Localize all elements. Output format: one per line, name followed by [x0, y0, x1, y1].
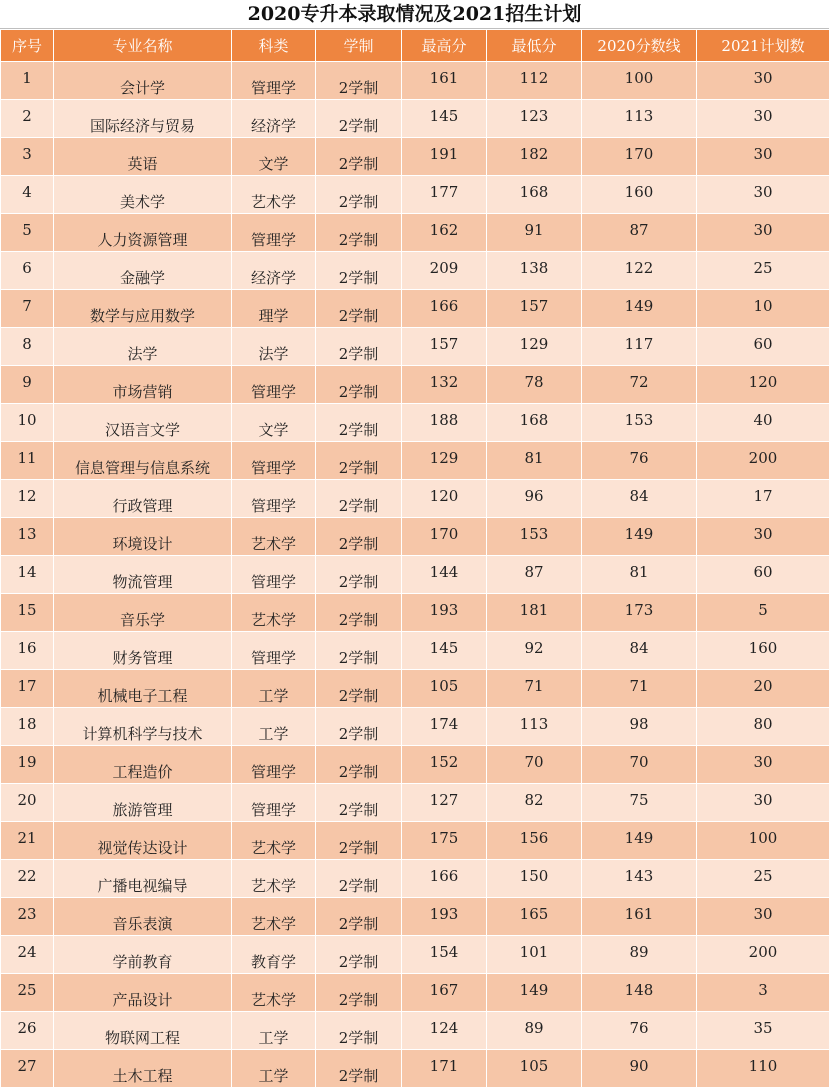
- table-row: [1, 1012, 829, 1050]
- cell-cutoff-2020: 149: [582, 822, 697, 860]
- cell-system: 2学制: [316, 442, 402, 480]
- cell-plan-2021: 30: [697, 100, 829, 138]
- cell-plan-2021: 110: [697, 1050, 829, 1088]
- cell-no: 25: [1, 974, 54, 1012]
- cell-plan-2021: 60: [697, 556, 829, 594]
- cell-no: 8: [1, 328, 54, 366]
- cell-plan-2021: 3: [697, 974, 829, 1012]
- cell-plan-2021: 200: [697, 936, 829, 974]
- cell-plan-2021: 30: [697, 898, 829, 936]
- cell-min-score: 89: [487, 1012, 582, 1050]
- cell-min-score: 113: [487, 708, 582, 746]
- table-row: [1, 290, 829, 328]
- page-title: 2020专升本录取情况及2021招生计划: [0, 0, 829, 29]
- cell-min-score: 92: [487, 632, 582, 670]
- cell-min-score: 129: [487, 328, 582, 366]
- cell-max-score: 145: [402, 632, 487, 670]
- cell-plan-2021: 30: [697, 138, 829, 176]
- cell-plan-2021: 100: [697, 822, 829, 860]
- header-major: 专业名称: [54, 30, 232, 62]
- header-max-score: 最高分: [402, 30, 487, 62]
- cell-min-score: 82: [487, 784, 582, 822]
- cell-category: 工学: [232, 1012, 316, 1050]
- cell-cutoff-2020: 98: [582, 708, 697, 746]
- cell-no: 5: [1, 214, 54, 252]
- table-row: [1, 898, 829, 936]
- cell-plan-2021: 35: [697, 1012, 829, 1050]
- cell-major: 音乐学: [54, 594, 232, 632]
- cell-no: 4: [1, 176, 54, 214]
- cell-max-score: 166: [402, 290, 487, 328]
- table-row: [1, 556, 829, 594]
- cell-major: 广播电视编导: [54, 860, 232, 898]
- cell-cutoff-2020: 76: [582, 1012, 697, 1050]
- cell-major: 信息管理与信息系统: [54, 442, 232, 480]
- cell-no: 26: [1, 1012, 54, 1050]
- cell-major: 物流管理: [54, 556, 232, 594]
- cell-cutoff-2020: 122: [582, 252, 697, 290]
- cell-cutoff-2020: 70: [582, 746, 697, 784]
- cell-major: 行政管理: [54, 480, 232, 518]
- cell-major: 视觉传达设计: [54, 822, 232, 860]
- cell-plan-2021: 25: [697, 860, 829, 898]
- cell-plan-2021: 10: [697, 290, 829, 328]
- cell-max-score: 177: [402, 176, 487, 214]
- cell-min-score: 165: [487, 898, 582, 936]
- cell-max-score: 161: [402, 62, 487, 100]
- cell-major: 音乐表演: [54, 898, 232, 936]
- table-row: [1, 708, 829, 746]
- table-row: [1, 442, 829, 480]
- header-cutoff-2020: 2020分数线: [582, 30, 697, 62]
- cell-major: 金融学: [54, 252, 232, 290]
- cell-major: 美术学: [54, 176, 232, 214]
- cell-max-score: 157: [402, 328, 487, 366]
- cell-system: 2学制: [316, 214, 402, 252]
- cell-category: 管理学: [232, 480, 316, 518]
- cell-max-score: 144: [402, 556, 487, 594]
- table-row: [1, 518, 829, 556]
- table-row: [1, 100, 829, 138]
- cell-cutoff-2020: 89: [582, 936, 697, 974]
- cell-category: 法学: [232, 328, 316, 366]
- cell-system: 2学制: [316, 784, 402, 822]
- cell-major: 土木工程: [54, 1050, 232, 1088]
- cell-min-score: 181: [487, 594, 582, 632]
- cell-system: 2学制: [316, 708, 402, 746]
- cell-system: 2学制: [316, 1050, 402, 1088]
- cell-cutoff-2020: 143: [582, 860, 697, 898]
- cell-no: 11: [1, 442, 54, 480]
- cell-cutoff-2020: 173: [582, 594, 697, 632]
- cell-major: 旅游管理: [54, 784, 232, 822]
- cell-max-score: 127: [402, 784, 487, 822]
- header-plan-2021: 2021计划数: [697, 30, 829, 62]
- cell-max-score: 152: [402, 746, 487, 784]
- cell-max-score: 188: [402, 404, 487, 442]
- cell-no: 14: [1, 556, 54, 594]
- cell-cutoff-2020: 117: [582, 328, 697, 366]
- table-row: [1, 1050, 829, 1088]
- table-row: [1, 480, 829, 518]
- cell-category: 艺术学: [232, 176, 316, 214]
- cell-cutoff-2020: 84: [582, 632, 697, 670]
- cell-plan-2021: 30: [697, 518, 829, 556]
- cell-major: 会计学: [54, 62, 232, 100]
- cell-category: 管理学: [232, 556, 316, 594]
- table-row: [1, 176, 829, 214]
- cell-plan-2021: 60: [697, 328, 829, 366]
- cell-plan-2021: 20: [697, 670, 829, 708]
- cell-cutoff-2020: 84: [582, 480, 697, 518]
- cell-min-score: 138: [487, 252, 582, 290]
- cell-major: 国际经济与贸易: [54, 100, 232, 138]
- cell-min-score: 81: [487, 442, 582, 480]
- cell-category: 管理学: [232, 62, 316, 100]
- cell-max-score: 166: [402, 860, 487, 898]
- cell-system: 2学制: [316, 328, 402, 366]
- cell-category: 经济学: [232, 252, 316, 290]
- cell-system: 2学制: [316, 290, 402, 328]
- cell-max-score: 154: [402, 936, 487, 974]
- cell-max-score: 170: [402, 518, 487, 556]
- cell-category: 理学: [232, 290, 316, 328]
- cell-system: 2学制: [316, 366, 402, 404]
- cell-cutoff-2020: 72: [582, 366, 697, 404]
- cell-cutoff-2020: 76: [582, 442, 697, 480]
- cell-max-score: 191: [402, 138, 487, 176]
- cell-max-score: 209: [402, 252, 487, 290]
- cell-system: 2学制: [316, 404, 402, 442]
- cell-category: 管理学: [232, 746, 316, 784]
- cell-system: 2学制: [316, 594, 402, 632]
- cell-min-score: 150: [487, 860, 582, 898]
- cell-min-score: 112: [487, 62, 582, 100]
- table-row: [1, 404, 829, 442]
- table-row: [1, 936, 829, 974]
- table-row: [1, 670, 829, 708]
- cell-category: 工学: [232, 1050, 316, 1088]
- table-row: [1, 328, 829, 366]
- cell-no: 3: [1, 138, 54, 176]
- cell-category: 工学: [232, 670, 316, 708]
- cell-system: 2学制: [316, 670, 402, 708]
- cell-system: 2学制: [316, 176, 402, 214]
- cell-system: 2学制: [316, 518, 402, 556]
- cell-cutoff-2020: 160: [582, 176, 697, 214]
- cell-min-score: 156: [487, 822, 582, 860]
- cell-system: 2学制: [316, 138, 402, 176]
- cell-major: 市场营销: [54, 366, 232, 404]
- cell-category: 艺术学: [232, 898, 316, 936]
- cell-cutoff-2020: 81: [582, 556, 697, 594]
- cell-plan-2021: 40: [697, 404, 829, 442]
- cell-max-score: 193: [402, 594, 487, 632]
- cell-cutoff-2020: 75: [582, 784, 697, 822]
- admission-table: [0, 29, 829, 1088]
- cell-system: 2学制: [316, 898, 402, 936]
- cell-cutoff-2020: 149: [582, 290, 697, 328]
- cell-category: 文学: [232, 404, 316, 442]
- cell-no: 15: [1, 594, 54, 632]
- cell-plan-2021: 30: [697, 176, 829, 214]
- cell-system: 2学制: [316, 62, 402, 100]
- header-system: 学制: [316, 30, 402, 62]
- cell-no: 10: [1, 404, 54, 442]
- cell-plan-2021: 30: [697, 784, 829, 822]
- cell-category: 管理学: [232, 366, 316, 404]
- cell-plan-2021: 25: [697, 252, 829, 290]
- table-row: [1, 746, 829, 784]
- table-row: [1, 62, 829, 100]
- cell-min-score: 168: [487, 176, 582, 214]
- cell-plan-2021: 30: [697, 214, 829, 252]
- cell-max-score: 132: [402, 366, 487, 404]
- cell-major: 法学: [54, 328, 232, 366]
- cell-min-score: 105: [487, 1050, 582, 1088]
- cell-min-score: 149: [487, 974, 582, 1012]
- cell-category: 教育学: [232, 936, 316, 974]
- cell-plan-2021: 30: [697, 62, 829, 100]
- cell-system: 2学制: [316, 556, 402, 594]
- cell-category: 艺术学: [232, 822, 316, 860]
- cell-no: 16: [1, 632, 54, 670]
- cell-category: 艺术学: [232, 594, 316, 632]
- cell-plan-2021: 120: [697, 366, 829, 404]
- table-row: [1, 632, 829, 670]
- cell-min-score: 87: [487, 556, 582, 594]
- cell-no: 24: [1, 936, 54, 974]
- cell-cutoff-2020: 148: [582, 974, 697, 1012]
- cell-category: 艺术学: [232, 974, 316, 1012]
- cell-cutoff-2020: 87: [582, 214, 697, 252]
- cell-max-score: 120: [402, 480, 487, 518]
- cell-max-score: 145: [402, 100, 487, 138]
- table-row: [1, 214, 829, 252]
- header-category: 科类: [232, 30, 316, 62]
- cell-system: 2学制: [316, 746, 402, 784]
- cell-major: 英语: [54, 138, 232, 176]
- cell-cutoff-2020: 170: [582, 138, 697, 176]
- cell-max-score: 162: [402, 214, 487, 252]
- cell-category: 经济学: [232, 100, 316, 138]
- cell-cutoff-2020: 161: [582, 898, 697, 936]
- cell-system: 2学制: [316, 100, 402, 138]
- cell-no: 7: [1, 290, 54, 328]
- cell-no: 13: [1, 518, 54, 556]
- table-row: [1, 594, 829, 632]
- table-row: [1, 138, 829, 176]
- cell-major: 学前教育: [54, 936, 232, 974]
- cell-min-score: 157: [487, 290, 582, 328]
- cell-no: 2: [1, 100, 54, 138]
- cell-plan-2021: 160: [697, 632, 829, 670]
- cell-system: 2学制: [316, 1012, 402, 1050]
- cell-major: 机械电子工程: [54, 670, 232, 708]
- cell-major: 产品设计: [54, 974, 232, 1012]
- cell-cutoff-2020: 90: [582, 1050, 697, 1088]
- cell-system: 2学制: [316, 974, 402, 1012]
- cell-cutoff-2020: 153: [582, 404, 697, 442]
- cell-major: 环境设计: [54, 518, 232, 556]
- cell-no: 23: [1, 898, 54, 936]
- cell-no: 1: [1, 62, 54, 100]
- header-row: [1, 30, 829, 62]
- cell-plan-2021: 200: [697, 442, 829, 480]
- cell-min-score: 78: [487, 366, 582, 404]
- table-row: [1, 822, 829, 860]
- cell-system: 2学制: [316, 860, 402, 898]
- cell-max-score: 124: [402, 1012, 487, 1050]
- table-row: [1, 974, 829, 1012]
- cell-system: 2学制: [316, 480, 402, 518]
- cell-no: 19: [1, 746, 54, 784]
- cell-min-score: 70: [487, 746, 582, 784]
- cell-cutoff-2020: 71: [582, 670, 697, 708]
- table-row: [1, 252, 829, 290]
- cell-max-score: 129: [402, 442, 487, 480]
- cell-min-score: 96: [487, 480, 582, 518]
- cell-category: 工学: [232, 708, 316, 746]
- cell-major: 财务管理: [54, 632, 232, 670]
- cell-category: 管理学: [232, 784, 316, 822]
- cell-min-score: 182: [487, 138, 582, 176]
- cell-max-score: 171: [402, 1050, 487, 1088]
- header-no: 序号: [1, 30, 54, 62]
- cell-cutoff-2020: 149: [582, 518, 697, 556]
- cell-cutoff-2020: 113: [582, 100, 697, 138]
- table-row: [1, 784, 829, 822]
- cell-major: 人力资源管理: [54, 214, 232, 252]
- cell-major: 工程造价: [54, 746, 232, 784]
- cell-category: 管理学: [232, 214, 316, 252]
- cell-no: 18: [1, 708, 54, 746]
- cell-major: 计算机科学与技术: [54, 708, 232, 746]
- cell-no: 9: [1, 366, 54, 404]
- table-row: [1, 860, 829, 898]
- cell-plan-2021: 30: [697, 746, 829, 784]
- cell-category: 艺术学: [232, 860, 316, 898]
- cell-major: 物联网工程: [54, 1012, 232, 1050]
- cell-plan-2021: 80: [697, 708, 829, 746]
- cell-cutoff-2020: 100: [582, 62, 697, 100]
- cell-max-score: 105: [402, 670, 487, 708]
- cell-category: 管理学: [232, 442, 316, 480]
- cell-category: 文学: [232, 138, 316, 176]
- cell-no: 17: [1, 670, 54, 708]
- cell-system: 2学制: [316, 252, 402, 290]
- cell-plan-2021: 17: [697, 480, 829, 518]
- cell-plan-2021: 5: [697, 594, 829, 632]
- cell-category: 艺术学: [232, 518, 316, 556]
- cell-max-score: 193: [402, 898, 487, 936]
- cell-category: 管理学: [232, 632, 316, 670]
- cell-no: 21: [1, 822, 54, 860]
- cell-max-score: 174: [402, 708, 487, 746]
- cell-min-score: 91: [487, 214, 582, 252]
- cell-no: 12: [1, 480, 54, 518]
- cell-min-score: 71: [487, 670, 582, 708]
- cell-no: 27: [1, 1050, 54, 1088]
- header-min-score: 最低分: [487, 30, 582, 62]
- cell-system: 2学制: [316, 822, 402, 860]
- cell-no: 20: [1, 784, 54, 822]
- cell-min-score: 168: [487, 404, 582, 442]
- cell-max-score: 175: [402, 822, 487, 860]
- cell-max-score: 167: [402, 974, 487, 1012]
- cell-no: 22: [1, 860, 54, 898]
- cell-no: 6: [1, 252, 54, 290]
- cell-major: 汉语言文学: [54, 404, 232, 442]
- cell-min-score: 101: [487, 936, 582, 974]
- cell-system: 2学制: [316, 632, 402, 670]
- cell-min-score: 153: [487, 518, 582, 556]
- table-row: [1, 366, 829, 404]
- cell-major: 数学与应用数学: [54, 290, 232, 328]
- cell-min-score: 123: [487, 100, 582, 138]
- cell-system: 2学制: [316, 936, 402, 974]
